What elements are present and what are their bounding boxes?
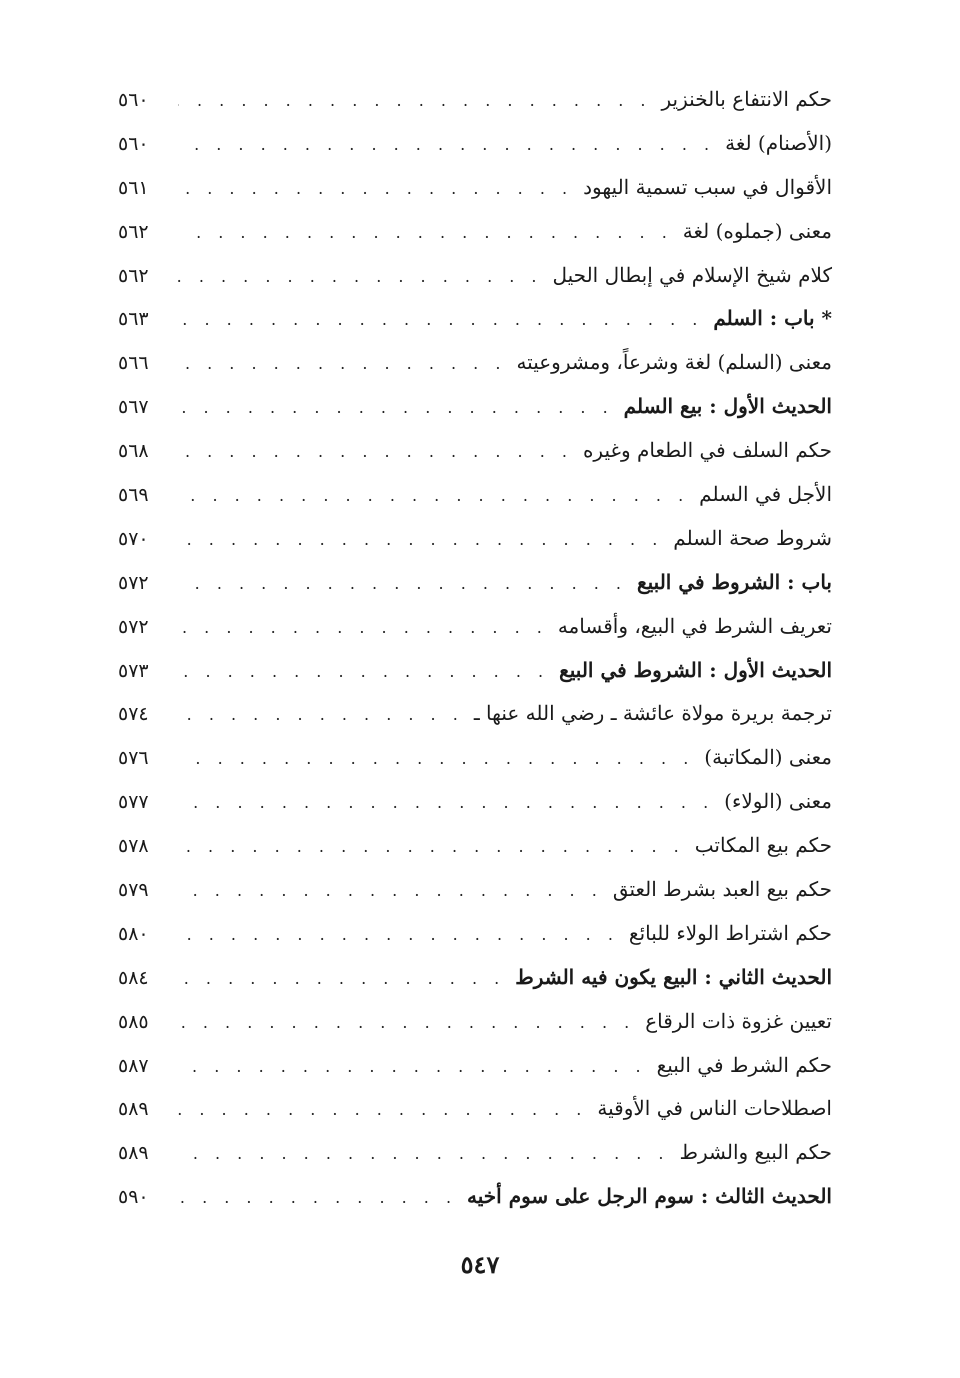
toc-entry-title: الحديث الثاني : البيع يكون فيه الشرط <box>515 964 832 989</box>
leader-dots <box>178 386 614 430</box>
toc-section-heading <box>118 385 832 429</box>
toc-entry <box>118 824 832 868</box>
toc-entry-title: كلام شيخ الإسلام في إبطال الحيل <box>552 262 832 287</box>
toc-section-heading <box>118 649 832 693</box>
leader-dots <box>178 781 714 825</box>
toc-entry-title: معنى (جملوه) لغة <box>682 218 832 243</box>
toc-entry-page: ٥٧٧ <box>118 791 149 814</box>
toc-entry-title: معنى (الولاء) <box>724 789 832 814</box>
leader-dots <box>178 1045 647 1089</box>
leader-dots <box>178 606 548 650</box>
leader-dots <box>178 430 573 474</box>
toc-entry-title: الحديث الثالث : سوم الرجل على سوم أخيه <box>467 1184 832 1209</box>
toc-entry-page: ٥٩٠ <box>118 1186 149 1209</box>
toc-entry <box>118 1000 832 1044</box>
toc-entry <box>118 1044 832 1088</box>
toc-entry-page: ٥٦٢ <box>118 264 149 287</box>
toc-entry <box>118 429 832 473</box>
toc-entry-page: ٥٧٠ <box>118 527 149 550</box>
toc-section-heading <box>118 561 832 605</box>
toc-entry-title: حكم بيع العبد بشرط العتق <box>612 877 832 902</box>
toc-entry-title: حكم الانتفاع بالخنزير <box>661 87 832 111</box>
toc-entry <box>118 78 832 122</box>
toc-entry-title: باب : الشروط في البيع <box>637 569 832 594</box>
toc-entry-page: ٥٨٧ <box>118 1054 149 1077</box>
toc-entry <box>118 1087 832 1131</box>
toc-entry-page: ٥٨٩ <box>118 1142 149 1165</box>
toc-entry-page: ٥٦٨ <box>118 440 149 463</box>
toc-entry-page: ٥٧٣ <box>118 659 149 682</box>
toc-entry-page: ٥٧٢ <box>118 571 149 594</box>
toc-entry-title: معنى (المكاتبة) <box>704 745 832 770</box>
leader-dots <box>178 1132 670 1176</box>
toc-entry <box>118 122 832 166</box>
toc-entry-page: ٥٦١ <box>118 176 149 199</box>
toc-entry-title: حكم اشتراط الولاء للبائع <box>628 920 832 945</box>
toc-entry <box>118 692 832 736</box>
toc-entry-title: * باب : السلم <box>713 306 832 331</box>
toc-entry-title: حكم الشرط في البيع <box>656 1052 832 1077</box>
toc-entry-page: ٥٨٠ <box>118 922 149 945</box>
toc-entry-title: حكم البيع والشرط <box>679 1140 832 1165</box>
toc-entry <box>118 517 832 561</box>
leader-dots <box>178 123 715 167</box>
toc-entry-page: ٥٧٦ <box>118 747 149 770</box>
toc-entry-title: الأجل في السلم <box>699 482 832 507</box>
leader-dots <box>178 474 689 518</box>
toc-entry <box>118 210 832 254</box>
leader-dots <box>178 1088 587 1132</box>
toc-entry-page: ٥٦٣ <box>118 308 149 331</box>
toc-entry-title: معنى (السلم) لغة وشرعاً، ومشروعيته <box>516 350 832 375</box>
leader-dots <box>178 1176 457 1220</box>
toc-entry-title: الأقوال في سبب تسمية اليهود <box>583 174 832 199</box>
toc-entry <box>118 780 832 824</box>
toc-entry <box>118 736 832 780</box>
toc-entry-page: ٥٨٤ <box>118 966 149 989</box>
leader-dots <box>178 167 573 211</box>
toc-section-heading <box>118 297 832 341</box>
leader-dots <box>178 825 685 869</box>
leader-dots <box>178 693 464 737</box>
toc-entry-page: ٥٦٧ <box>118 396 149 419</box>
leader-dots <box>178 913 619 957</box>
toc-entry-title: تعيين غزوة ذات الرقاع <box>645 1008 832 1033</box>
toc-entry-title: ترجمة بريرة مولاة عائشة ـ رضي الله عنها ـ <box>473 701 832 726</box>
leader-dots <box>178 869 603 913</box>
toc-entry-title: تعريف الشرط في البيع، وأقسامه <box>557 613 832 638</box>
toc-entry-page: ٥٦٦ <box>118 352 149 375</box>
leader-dots <box>178 79 652 123</box>
toc-entry <box>118 166 832 210</box>
leader-dots <box>178 1001 635 1045</box>
toc-entry-page: ٥٧٢ <box>118 615 149 638</box>
toc-entry-page: ٥٧٨ <box>118 835 149 858</box>
leader-dots <box>178 342 506 386</box>
toc-entry-title: (الأصنام) لغة <box>725 130 832 155</box>
toc-entry-title: حكم السلف في الطعام وغيره <box>582 438 832 463</box>
toc-entry-page: ٥٦٠ <box>118 89 149 111</box>
toc-entry <box>118 341 832 385</box>
toc-entry-page: ٥٨٩ <box>118 1098 149 1121</box>
toc-entry-title: شروط صحة السلم <box>673 525 832 550</box>
toc-entry-page: ٥٨٥ <box>118 1010 149 1033</box>
toc-entry <box>118 473 832 517</box>
leader-dots <box>178 957 505 1001</box>
toc-entry-title: اصطلاحات الناس في الأوقية <box>597 1096 832 1121</box>
toc-entry-title: الحديث الأول : الشروط في البيع <box>559 657 832 682</box>
toc-entry-page: ٥٧٤ <box>118 703 149 726</box>
toc-section-heading <box>118 956 832 1000</box>
toc-entry <box>118 868 832 912</box>
leader-dots <box>178 518 663 562</box>
leader-dots <box>178 211 673 255</box>
toc-entry <box>118 1131 832 1175</box>
page-number: ٥٤٧ <box>460 1250 500 1279</box>
toc-entry <box>118 605 832 649</box>
toc-entry-page: ٥٦٢ <box>118 220 149 243</box>
toc-entry-title: الحديث الأول : بيع السلم <box>623 394 832 419</box>
leader-dots <box>178 255 543 299</box>
toc-entry-page: ٥٦٠ <box>118 132 149 155</box>
toc-entry-page: ٥٧٩ <box>118 879 149 902</box>
table-of-contents <box>118 78 832 1219</box>
toc-entry-page: ٥٦٩ <box>118 484 149 507</box>
leader-dots <box>178 298 703 342</box>
leader-dots <box>178 650 549 694</box>
leader-dots <box>178 562 627 606</box>
toc-entry-title: حكم بيع المكاتب <box>694 833 832 858</box>
toc-section-heading <box>118 1175 832 1219</box>
toc-entry <box>118 254 832 298</box>
leader-dots <box>178 737 694 781</box>
toc-entry <box>118 912 832 956</box>
